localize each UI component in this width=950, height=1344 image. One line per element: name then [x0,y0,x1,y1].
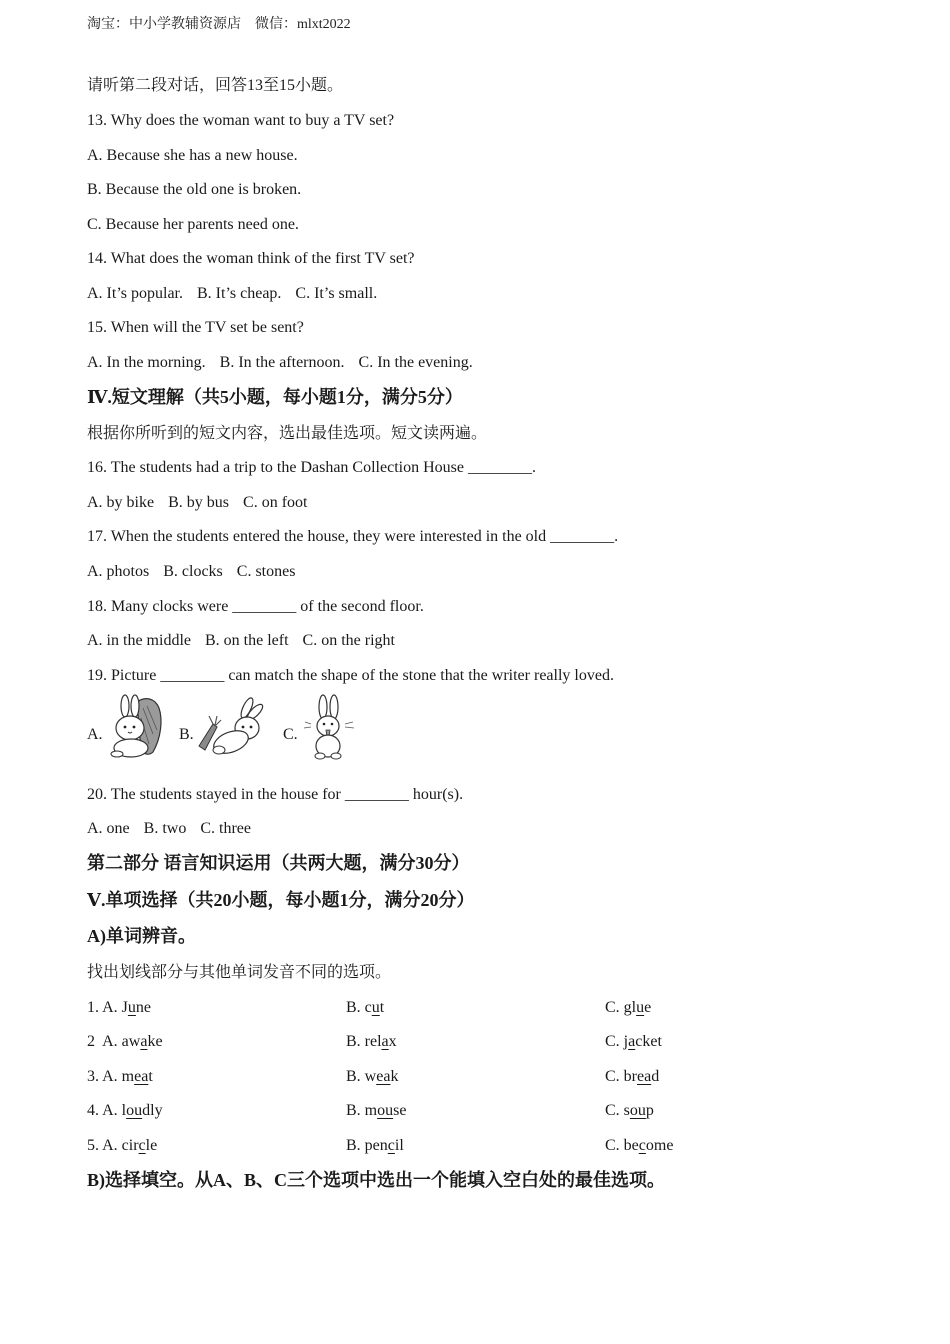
q20-option-b: B. two [143,820,187,837]
q13-stem: 13. Why does the woman want to buy a TV set? [87,112,395,129]
q14-option-c: C. It’s small. [295,285,378,302]
phonics-1-c: C. glue [605,999,652,1016]
q17-option-a: A. photos [87,563,150,580]
q18-option-c: C. on the right [302,632,395,649]
phonics-2-b: B. relax [346,1033,397,1050]
q13-option-c: C. Because her parents need one. [87,216,299,233]
part2-title: 第二部分 语言知识运用（共两大题，满分30分） [87,853,470,873]
subB-title: B)选择填空。从A、B、C三个选项中选出一个能填入空白处的最佳选项。 [87,1170,666,1190]
q18-option-b: B. on the left [204,632,289,649]
phonics-1-b: B. cut [346,999,385,1016]
q17-option-c: C. stones [236,563,296,580]
rabbit-lying-with-carrot-icon [197,694,269,760]
q19-option-a: A. [87,726,103,743]
subA-title: A)单词辨音。 [87,926,196,946]
section5-title: Ⅴ.单项选择（共20小题，每小题1分，满分20分） [87,890,475,910]
page-header [87,13,351,33]
q20-option-a: A. one [87,820,130,837]
phonics-2-a: 2 A. awake [87,1033,163,1050]
section4-intro: 根据你所听到的短文内容，选出最佳选项。短文读两遍。 [87,425,488,442]
q15-option-a: A. In the morning. [87,354,206,371]
q19-picture-options [87,694,387,764]
phonics-2-c: C. jacket [605,1033,662,1050]
q19-option-c: C. [283,726,298,743]
q16-option-b: B. by bus [168,494,230,511]
q14-options [87,284,377,304]
rabbit-eating-carrot-icon [303,694,355,760]
q14-option-b: B. It’s cheap. [197,285,282,302]
q17-options [87,562,295,582]
q16-stem: 16. The students had a trip to the Dashan Collection House ________. [87,459,536,476]
q20-option-c: C. three [200,820,251,837]
rabbit-with-carrot-icon [107,694,163,760]
subA-intro: 找出划线部分与其他单词发音不同的选项。 [87,964,392,981]
q14-stem: 14. What does the woman think of the first TV set? [87,250,415,267]
phonics-4-b: B. mouse [346,1102,407,1119]
q19-option-b: B. [179,726,194,743]
q15-option-c: C. In the evening. [358,354,473,371]
q13-option-a: A. Because she has a new house. [87,147,298,164]
q18-options [87,631,395,651]
q16-option-c: C. on foot [243,494,308,511]
phonics-3-b: B. weak [346,1068,399,1085]
phonics-4-a: 4. A. loudly [87,1102,163,1119]
q20-stem: 20. The students stayed in the house for ________ hour(s). [87,786,464,803]
wechat-label: 微信：mlxt2022 [255,17,351,32]
q20-options [87,819,251,839]
q15-stem: 15. When will the TV set be sent? [87,319,304,336]
q19-stem: 19. Picture ________ can match the shape of the stone that the writer really loved. [87,667,614,684]
phonics-3-a: 3. A. meat [87,1068,153,1085]
q15-options [87,353,473,373]
q16-option-a: A. by bike [87,494,155,511]
q14-option-a: A. It’s popular. [87,285,183,302]
q15-option-b: B. In the afternoon. [219,354,345,371]
q18-stem: 18. Many clocks were ________ of the second floor. [87,598,424,615]
q13-option-b: B. Because the old one is broken. [87,181,302,198]
phonics-1-a: 1. A. June [87,999,152,1016]
q17-option-b: B. clocks [163,563,223,580]
q18-option-a: A. in the middle [87,632,191,649]
phonics-5-b: B. pencil [346,1137,404,1154]
q17-stem: 17. When the students entered the house, they were interested in the old ________. [87,528,619,545]
section4-title: Ⅳ.短文理解（共5小题，每小题1分，满分5分） [87,387,463,407]
phonics-3-c: C. bread [605,1068,660,1085]
phonics-4-c: C. soup [605,1102,654,1119]
phonics-5-c: C. become [605,1137,674,1154]
shop-label: 淘宝：中小学教辅资源店 [87,17,241,32]
q16-options [87,493,307,513]
section3-intro: 请听第二段对话，回答13至15小题。 [87,77,344,94]
phonics-5-a: 5. A. circle [87,1137,158,1154]
